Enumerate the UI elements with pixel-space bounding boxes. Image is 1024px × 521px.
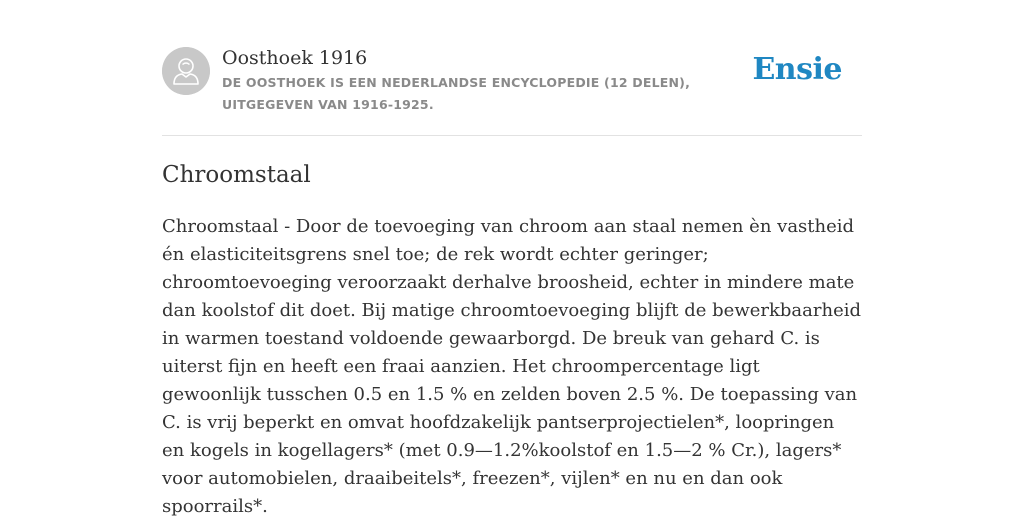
source-description: DE OOSTHOEK IS EEN NEDERLANDSE ENCYCLOPEDIE (12 DELEN), UITGEGEVEN VAN 1916-1925. [222,75,691,112]
user-avatar-icon[interactable] [162,47,210,95]
article-title: Chroomstaal [162,162,311,188]
article-body: Chroomstaal - Door de toevoeging van chroom aan staal nemen èn vastheid én elasticiteitsgrens snel toe; de rek wordt echter geringer; chroomtoevoeging veroorzaakt derhalve broosheid, echter in mindere mate dan koolstof dit doet. Bij matige chroomtoevoeging blijft de bewerkbaarheid in warmen toestand voldoende gewaarborgd. De breuk van gehard C. is uiterst fijn en heeft een fraai aanzien. Het chroompercentage ligt gewoonlijk tusschen 0.5 en 1.5 % en zelden boven 2.5 %. De toepassing van C. is vrij beperkt en omvat hoofdzakelijk pantserprojectielen*, loopringen en kogels in kogellagers* (met 0.9—1.2%koolstof en 1.5—2 % Cr.), lagers* voor automobielen, draaibeitels*, freezen*, vijlen* en nu en dan ook spoorrails*. [162,216,862,517]
header-divider [162,135,862,136]
ensie-logo[interactable]: Ensie [752,52,842,87]
source-header [162,46,862,116]
source-name[interactable]: Oosthoek 1916 [222,47,368,69]
